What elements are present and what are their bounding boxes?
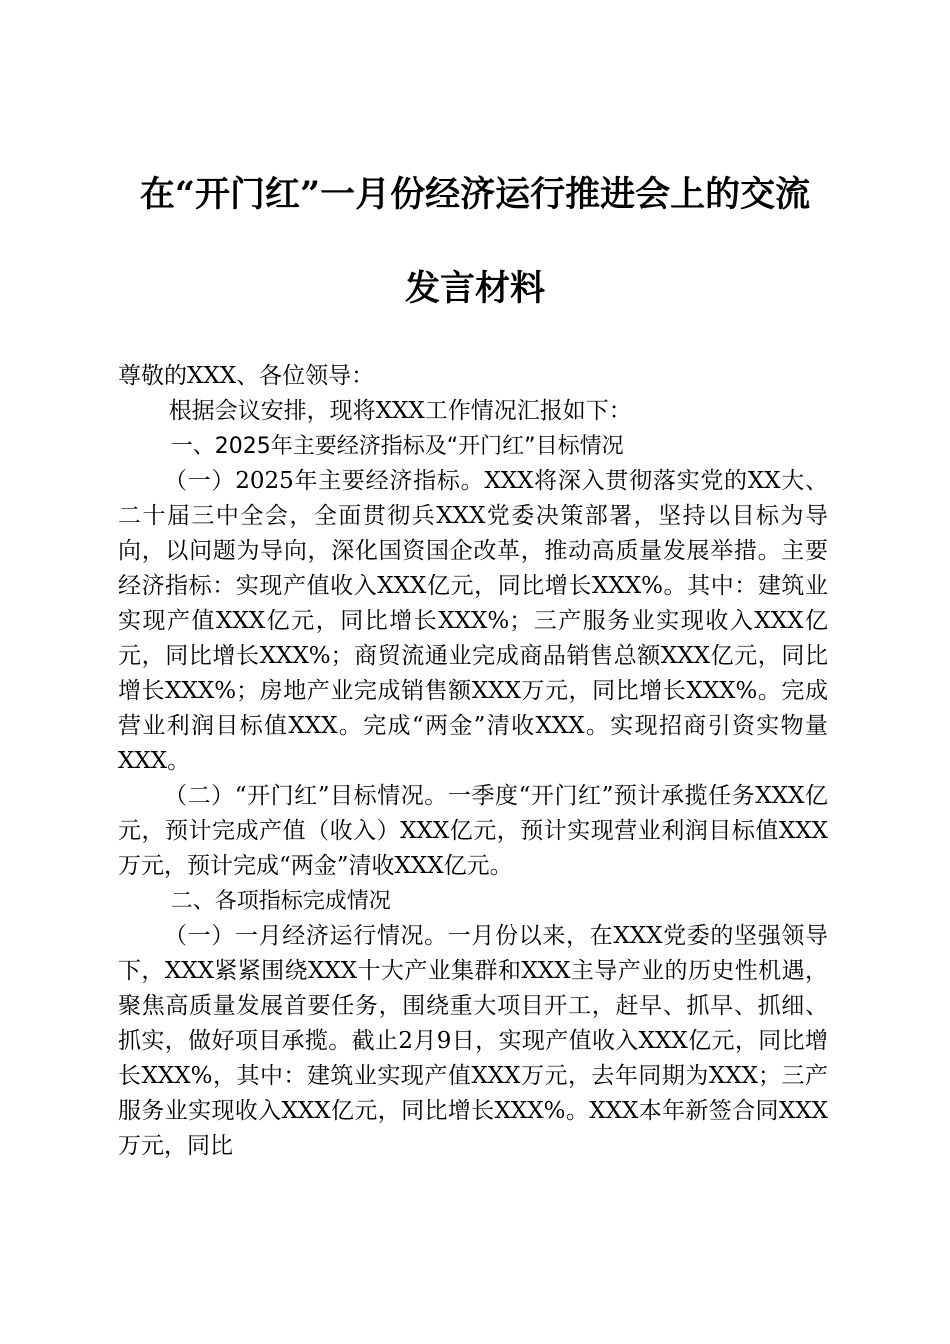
section-1-paragraph-1: （一）2025年主要经济指标。XXX将深入贯彻落实党的XX大、二十届三中全会，全面贯彻兵XXX党委决策部署，坚持以目标为导向，以问题为导向，深化国资国企改革，推动高质量发展举措。主要经济指标：实现产值收入XXX亿元，同比增长XXX%。其中：建筑业实现产值XXX亿元，同比增长XXX%；三产服务业实现收入XXX亿元，同比增长XXX%；商贸流通业完成商品销售总额XXX亿元，同比增长XXX%；房地产业完成销售额XXX万元，同比增长XXX%。完成营业利润目标值XXX。完成“两金”清收XXX。实现招商引资实物量XXX。: [118, 468, 828, 774]
section-1-heading: 一、2025年主要经济指标及“开门红”目标情况: [170, 434, 624, 459]
section-2-paragraph-1: （一）一月经济运行情况。一月份以来，在XXX党委的坚强领导下，XXX紧紧围绕XXX十大产业集群和XXX主导产业的历史性机遇，聚焦高质量发展首要任务，围绕重大项目开工，赶早、抓早、抓细、抓实，做好项目承揽。截止2月9日，实现产值收入XXX亿元，同比增长XXX%，其中：建筑业实现产值XXX万元，去年同期为XXX；三产服务业实现收入XXX亿元，同比增长XXX%。XXX本年新签合同XXX万元，同比: [118, 923, 828, 1159]
salutation: 尊敬的XXX、各位领导：: [118, 363, 375, 389]
document-body: [118, 359, 828, 1164]
section-2-heading: 二、各项指标完成情况: [170, 889, 391, 914]
section-1-paragraph-2: （二）“开门红”目标情况。一季度“开门红”预计承揽任务XXX亿元，预计完成产值（收入）XXX亿元，预计实现营业利润目标值XXX万元，预计完成“两金”清收XXX亿元。: [118, 783, 828, 879]
intro-paragraph: 根据会议安排，现将XXX工作情况汇报如下：: [168, 398, 632, 424]
document-title-line-1: 在“开门红”一月份经济运行推进会上的交流: [139, 174, 811, 215]
document-title-line-2: 发言材料: [404, 268, 545, 309]
